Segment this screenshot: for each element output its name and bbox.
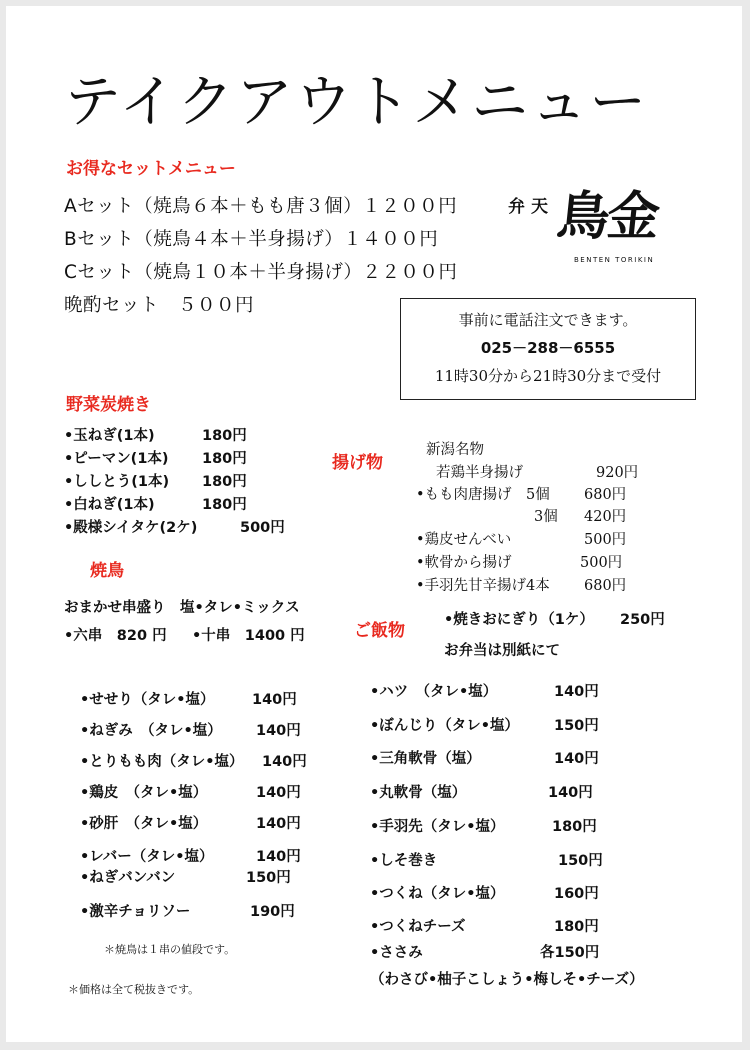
veg-price-onion: 180円 bbox=[202, 428, 247, 444]
set-menu-heading: お得なセットメニュー bbox=[66, 159, 236, 179]
veg-price-pepper: 180円 bbox=[202, 451, 247, 467]
fried-price-hanmi: 920円 bbox=[596, 465, 639, 481]
yakitori-item-shisomaki: •しそ巻き bbox=[370, 853, 438, 869]
yakitori-price-chorizo: 190円 bbox=[250, 904, 295, 920]
set-menu-item-a: Aセット（焼鳥６本＋もも唐３個）１２００円 bbox=[64, 196, 458, 217]
fried-item-tebasaki: •手羽先甘辛揚げ4本 bbox=[416, 578, 550, 594]
yakitori-item-maru-nankotsu: •丸軟骨（塩） bbox=[370, 785, 467, 801]
set-menu-item-c: Cセット（焼鳥１０本＋半身揚げ）２２００円 bbox=[64, 262, 458, 283]
yakitori-price-sasami: 各150円 bbox=[540, 945, 600, 961]
rice-item-onigiri: •焼きおにぎり（1ケ） bbox=[444, 612, 594, 628]
yakitori-item-chorizo: •激辛チョリソー bbox=[80, 904, 191, 920]
niigata-label: 新潟名物 bbox=[426, 442, 484, 458]
veg-item-shiitake: •殿様シイタケ(2ケ) bbox=[64, 520, 198, 536]
set-menu-item-b: Bセット（焼鳥４本＋半身揚げ）１４００円 bbox=[64, 229, 439, 250]
yakitori-price-sunagimo: 140円 bbox=[256, 816, 301, 832]
yakitori-item-bonjiri: •ぼんじり（タレ•塩） bbox=[370, 718, 520, 734]
fried-price-karaage-3: 420円 bbox=[584, 509, 627, 525]
page-title: テイクアウトメニュー bbox=[64, 69, 649, 135]
yakitori-item-torikawa: •鶏皮 （タレ•塩） bbox=[80, 785, 208, 801]
yakitori-price-negibanban: 150円 bbox=[246, 870, 291, 886]
rice-price-onigiri: 250円 bbox=[620, 612, 665, 628]
yakitori-price-torimomo: 140円 bbox=[262, 754, 307, 770]
yakitori-item-hatsu: •ハツ （タレ•塩） bbox=[370, 684, 498, 700]
phone-order-notice bbox=[400, 298, 696, 400]
fried-price-tebasaki: 680円 bbox=[584, 578, 627, 594]
set-menu-item-banshaku: 晩酌セット ５００円 bbox=[64, 295, 255, 316]
torikin-logo bbox=[508, 178, 678, 268]
yakitori-item-tebasaki: •手羽先（タレ•塩） bbox=[370, 819, 505, 835]
yakitori-price-hatsu: 140円 bbox=[554, 684, 599, 700]
veg-item-pepper: •ピーマン(1本) bbox=[64, 451, 169, 467]
logo-prefix: 弁天 bbox=[508, 197, 554, 217]
fried-price-torikawa: 500円 bbox=[584, 532, 627, 548]
notice-hours: 11時30分から21時30分まで受付 bbox=[434, 367, 662, 385]
veg-price-shiitake: 500円 bbox=[240, 520, 285, 536]
fried-item-nankotsu: •軟骨から揚げ bbox=[416, 555, 512, 571]
omakase-ten: •十串 1400 円 bbox=[192, 628, 305, 644]
rice-heading: ご飯物 bbox=[354, 621, 405, 641]
yakitori-item-tsukune: •つくね（タレ•塩） bbox=[370, 886, 505, 902]
yakitori-price-tsukune: 160円 bbox=[554, 886, 599, 902]
yakitori-item-negimi: •ねぎみ （タレ•塩） bbox=[80, 723, 222, 739]
note-per-skewer: ＊焼鳥は１串の値段です。 bbox=[104, 943, 236, 956]
fried-heading: 揚げ物 bbox=[332, 453, 383, 473]
yakitori-heading: 焼鳥 bbox=[90, 561, 124, 581]
sasami-flavors: （わさび•柚子こしょう•梅しそ•チーズ） bbox=[370, 972, 644, 988]
yakitori-price-liver: 140円 bbox=[256, 849, 301, 865]
menu-page bbox=[6, 6, 742, 1042]
yakitori-price-tebasaki: 180円 bbox=[552, 819, 597, 835]
yakitori-price-bonjiri: 150円 bbox=[554, 718, 599, 734]
yakitori-item-sankaku-nankotsu: •三角軟骨（塩） bbox=[370, 751, 481, 767]
veg-item-onion: •玉ねぎ(1本) bbox=[64, 428, 155, 444]
omakase-six: •六串 820 円 bbox=[64, 628, 167, 644]
fried-price-karaage-5: 680円 bbox=[584, 487, 627, 503]
yakitori-price-shisomaki: 150円 bbox=[558, 853, 603, 869]
yakitori-item-seseri: •せせり（タレ•塩） bbox=[80, 692, 215, 708]
yakitori-item-liver: •レバー（タレ•塩） bbox=[80, 849, 214, 865]
logo-name: 鳥金 bbox=[554, 186, 661, 247]
yakitori-item-negibanban: •ねぎバンバン bbox=[80, 870, 176, 886]
yakitori-price-seseri: 140円 bbox=[252, 692, 297, 708]
fried-item-torikawa: •鶏皮せんべい bbox=[416, 532, 512, 548]
veg-item-shishito: •ししとう(1本) bbox=[64, 474, 170, 490]
yakitori-price-sankaku-nankotsu: 140円 bbox=[554, 751, 599, 767]
yakitori-item-torimomo: •とりもも肉（タレ•塩） bbox=[80, 754, 244, 770]
veg-item-leek: •白ねぎ(1本) bbox=[64, 497, 155, 513]
vegetables-heading: 野菜炭焼き bbox=[66, 395, 151, 415]
fried-price-nankotsu: 500円 bbox=[580, 555, 623, 571]
yakitori-item-sasami: •ささみ bbox=[370, 945, 423, 961]
notice-line: 事前に電話注文できます。 bbox=[458, 311, 638, 329]
veg-price-leek: 180円 bbox=[202, 497, 247, 513]
fried-item-karaage-5: •もも肉唐揚げ 5個 bbox=[416, 487, 550, 503]
yakitori-price-tsukune-cheese: 180円 bbox=[554, 919, 599, 935]
yakitori-price-negimi: 140円 bbox=[256, 723, 301, 739]
logo-romaji: BENTEN TORIKIN bbox=[574, 256, 655, 264]
yakitori-item-sunagimo: •砂肝 （タレ•塩） bbox=[80, 816, 208, 832]
notice-phone: 025－288－6555 bbox=[480, 339, 616, 357]
fried-item-karaage-3: 3個 bbox=[534, 509, 558, 525]
note-tax-excluded: ＊価格は全て税抜きです。 bbox=[68, 983, 200, 996]
bento-note: お弁当は別紙にて bbox=[444, 643, 560, 659]
yakitori-item-tsukune-cheese: •つくねチーズ bbox=[370, 919, 466, 935]
yakitori-price-maru-nankotsu: 140円 bbox=[548, 785, 593, 801]
yakitori-price-torikawa: 140円 bbox=[256, 785, 301, 801]
veg-price-shishito: 180円 bbox=[202, 474, 247, 490]
fried-item-hanmi: 若鶏半身揚げ bbox=[436, 465, 523, 481]
omakase-moriawase: おまかせ串盛り 塩•タレ•ミックス bbox=[64, 600, 300, 616]
